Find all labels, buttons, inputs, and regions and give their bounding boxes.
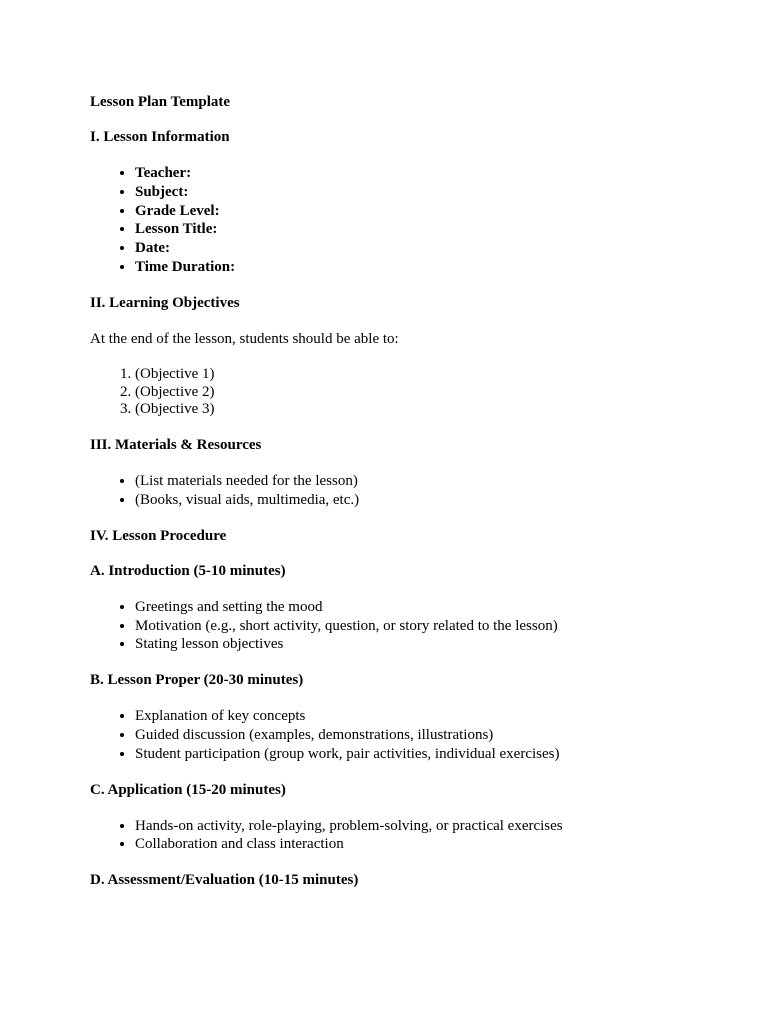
list-item: 2. (Objective 2) bbox=[135, 384, 710, 402]
list-item: • Student participation (group work, pair activities, individual exercises) bbox=[135, 745, 710, 764]
section-heading-application: C. Application (15-20 minutes) bbox=[90, 781, 286, 798]
section-heading-procedure: IV. Lesson Procedure bbox=[90, 527, 227, 544]
list-item: • Guided discussion (examples, demonstrations, illustrations) bbox=[135, 726, 710, 745]
list-item: • Hands-on activity, role-playing, problem-solving, or practical exercises bbox=[135, 817, 710, 836]
list-item: • Grade Level: bbox=[135, 202, 710, 221]
list-item: • Time Duration: bbox=[135, 258, 710, 277]
list-item: • Explanation of key concepts bbox=[135, 707, 710, 726]
section-heading-assessment: D. Assessment/Evaluation (10-15 minutes) bbox=[90, 872, 359, 889]
application-list bbox=[90, 817, 710, 855]
list-item: • Teacher: bbox=[135, 164, 710, 183]
list-item: • Motivation (e.g., short activity, question, or story related to the lesson) bbox=[135, 617, 710, 636]
list-item: • Subject: bbox=[135, 183, 710, 202]
list-item: 1. (Objective 1) bbox=[135, 366, 710, 384]
section-heading-lesson-information: I. Lesson Information bbox=[90, 129, 230, 145]
document-page bbox=[90, 93, 710, 889]
section-heading-introduction: A. Introduction (5-10 minutes) bbox=[90, 562, 286, 579]
introduction-list bbox=[90, 598, 710, 654]
list-item: • (Books, visual aids, multimedia, etc.) bbox=[135, 491, 710, 510]
list-item: • Stating lesson objectives bbox=[135, 635, 710, 654]
list-item: • Collaboration and class interaction bbox=[135, 835, 710, 854]
list-item: • Lesson Title: bbox=[135, 220, 710, 239]
lesson-information-list bbox=[90, 164, 710, 277]
objectives-intro: At the end of the lesson, students should be able to: bbox=[90, 330, 399, 347]
list-item: • Greetings and setting the mood bbox=[135, 598, 710, 617]
list-item: 3. (Objective 3) bbox=[135, 401, 710, 419]
list-item: • (List materials needed for the lesson) bbox=[135, 472, 710, 491]
list-item: • Date: bbox=[135, 239, 710, 258]
materials-list bbox=[90, 472, 710, 510]
document-title: Lesson Plan Template bbox=[90, 94, 231, 110]
section-heading-materials: III. Materials & Resources bbox=[90, 437, 262, 454]
lesson-proper-list bbox=[90, 707, 710, 763]
section-heading-learning-objectives: II. Learning Objectives bbox=[90, 294, 240, 311]
section-heading-lesson-proper: B. Lesson Proper (20-30 minutes) bbox=[90, 672, 304, 689]
objectives-list bbox=[90, 366, 710, 419]
